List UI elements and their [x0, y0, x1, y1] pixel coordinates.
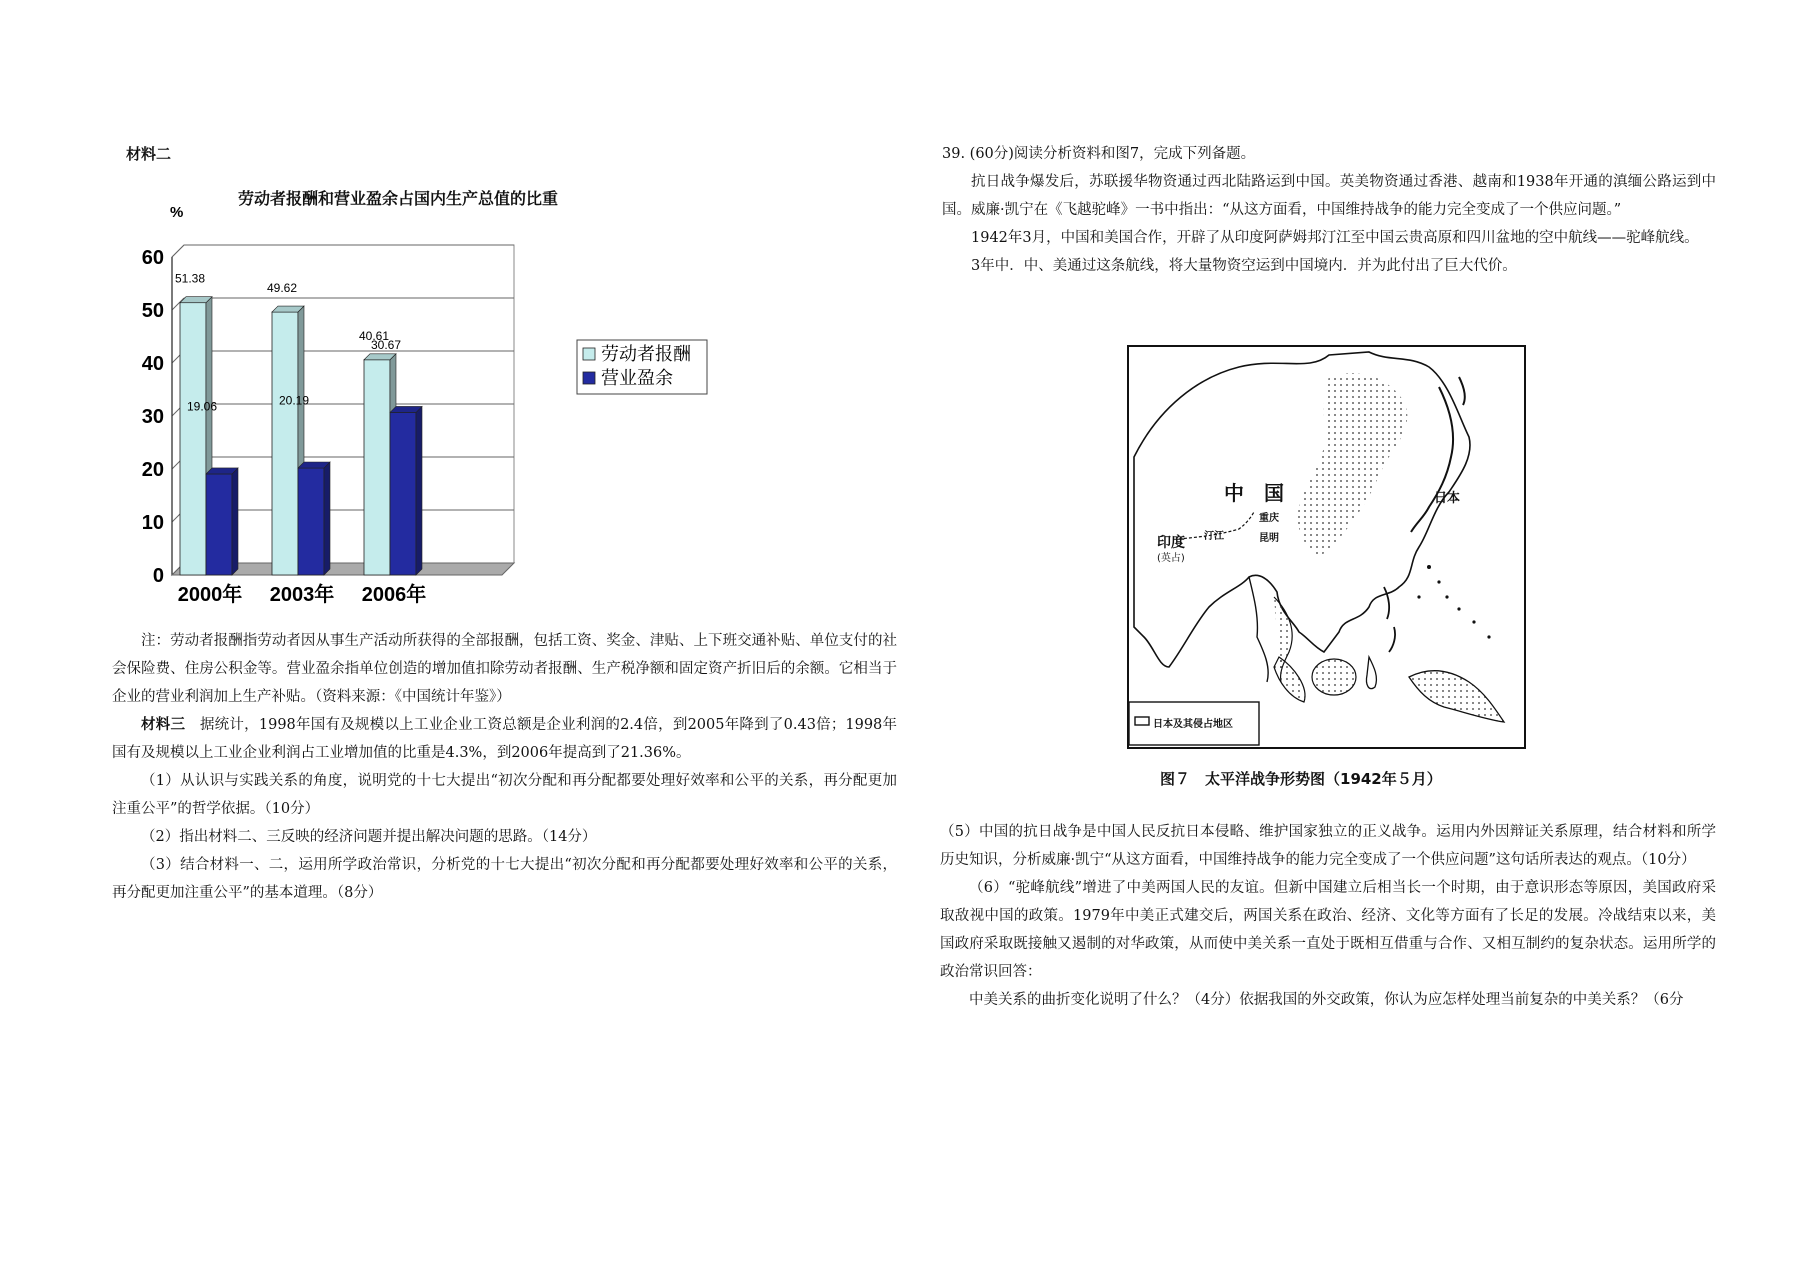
map-label-chongqing: 重庆	[1259, 513, 1279, 524]
map-label-kunming: 昆明	[1259, 533, 1279, 544]
q39-paragraph-1: 抗日战争爆发后，苏联援华物资通过西北陆路运到中国。英美物资通过香港、越南和1938年开通的滇缅公路运到中国。威廉·凯宁在《飞越驼峰》一书中指出：“从这方面看，中国维持战争的能力完全变成了一个供应问题。”	[942, 174, 1716, 218]
material3-paragraph	[112, 711, 897, 767]
bar-side	[416, 406, 422, 575]
bar-surplus	[298, 468, 324, 575]
x-tick-label: 2000年	[177, 584, 243, 606]
legend-swatch	[583, 372, 595, 384]
data-label: 19.06	[186, 399, 218, 414]
data-label: 30.67	[370, 337, 402, 352]
y-axis-unit: %	[170, 204, 184, 221]
question-1: （1）从认识与实践关系的角度，说明党的十七大提出“初次分配和再分配都要处理好效率和公平的关系，再分配更加注重公平”的哲学依据。（10分）	[112, 773, 897, 817]
x-tick-label: 2003年	[269, 584, 335, 606]
material2-heading: 材料二	[126, 145, 172, 163]
bar-top	[364, 354, 396, 360]
q39-intro: 39. (60分)阅读分析资料和图7，完成下列备题。	[942, 146, 1256, 162]
q39-paragraph-3: 3年中．中、美通过这条航线，将大量物资空运到中国境内．并为此付出了巨大代价。	[971, 258, 1517, 274]
material3-text: 据统计，1998年国有及规模以上工业企业工资总额是企业利润的2.4倍，到2005年降到了0.43倍；1998年国有及规模以上工业企业利润占工业增加值的比重是4.3%，到2006年提高到了21.36%。	[112, 717, 898, 761]
bar-labor	[180, 303, 206, 575]
q39-paragraph-2: 1942年3月，中国和美国合作，开辟了从印度阿萨姆邦汀江至中国云贵高原和四川盆地的空中航线——驼峰航线。	[971, 230, 1699, 246]
data-label: 49.62	[266, 281, 298, 296]
bar-top	[390, 406, 422, 412]
bar-top	[272, 306, 304, 312]
map-caption: 图７ 太平洋战争形势图（1942年５月）	[1160, 770, 1442, 788]
bar-top	[206, 468, 238, 474]
question-2: （2）指出材料二、三反映的经济问题并提出解决问题的思路。（14分）	[141, 829, 597, 845]
y-tick-label: 30	[141, 406, 164, 428]
bar-labor	[364, 360, 390, 575]
bar-surplus	[206, 474, 232, 575]
question-3: （3）结合材料一、二，运用所学政治常识，分析党的十七大提出“初次分配和再分配都要处理好效率和公平的关系，再分配更加注重公平”的基本道理。（8分）	[112, 857, 897, 901]
y-tick-label: 40	[141, 353, 164, 375]
map-label-china: 中 国	[1224, 481, 1284, 505]
data-label: 40.61	[358, 328, 390, 343]
bar-chart	[132, 200, 852, 620]
bar-labor	[272, 312, 298, 575]
bar-top	[298, 462, 330, 468]
map-label-dingjiang: 汀江	[1204, 531, 1224, 542]
y-tick-label: 0	[152, 565, 164, 587]
map-legend-text: 日本及其侵占地区	[1153, 719, 1233, 730]
question-5: （5）中国的抗日战争是中国人民反抗日本侵略、维护国家独立的正义战争。运用内外因辩证关系原理，结合材料和所学历史知识，分析威廉·凯宁“从这方面看，中国维持战争的能力完全变成了一个供应问题”这句话所表达的观点。（10分）	[940, 824, 1716, 868]
bar-top	[180, 297, 212, 303]
y-tick-label: 20	[141, 459, 164, 481]
pacific-war-map	[1127, 345, 1526, 749]
y-tick-label: 50	[141, 300, 164, 322]
map-label-japan: 日本	[1434, 491, 1461, 506]
legend-label: 营业盈余	[601, 368, 673, 388]
q39-text-block	[942, 140, 1716, 280]
data-label: 20.19	[278, 393, 310, 408]
x-tick-label: 2006年	[361, 584, 427, 606]
chart-note: 注：劳动者报酬指劳动者因从事生产活动所获得的全部报酬，包括工资、奖金、津贴、上下班交通补贴、单位支付的社会保险费、住房公积金等。营业盈余指单位创造的增加值扣除劳动者报酬、生产税净额和固定资产折旧后的余额。它相当于企业的营业利润加上生产补贴。（资料来源：《中国统计年鉴》）	[112, 633, 897, 705]
q39-questions	[940, 818, 1716, 1014]
chart-title: 劳动者报酬和营业盈余占国内生产总值的比重	[238, 189, 559, 208]
legend-label: 劳动者报酬	[601, 344, 691, 364]
note-block	[112, 627, 897, 907]
map-label-india: 印度	[1157, 535, 1185, 551]
data-label: 51.38	[174, 271, 206, 286]
material3-label: 材料三	[141, 716, 186, 733]
legend-swatch	[583, 348, 595, 360]
map-drawing	[1129, 347, 1524, 747]
map-label-india-sub: (英占)	[1157, 553, 1185, 564]
bar-side	[324, 462, 330, 575]
y-tick-label: 10	[141, 512, 164, 534]
question-6-sub: 中美关系的曲折变化说明了什么？（4分）依据我国的外交政策，你认为应怎样处理当前复杂的中美关系？（6分	[969, 992, 1684, 1008]
question-6: （6）“驼峰航线”增进了中美两国人民的友谊。但新中国建立后相当长一个时期，由于意识形态等原因，美国政府采取敌视中国的政策。1979年中美正式建交后，两国关系在政治、经济、文化等方面有了长足的发展。冷战结束以来，美国政府采取既接触又遏制的对华政策，从而使中美关系一直处于既相互借重与合作、又相互制约的复杂状态。运用所学的政治常识回答：	[940, 880, 1716, 980]
y-tick-label: 60	[141, 247, 164, 269]
bar-surplus	[390, 412, 416, 575]
bar-side	[232, 468, 238, 575]
